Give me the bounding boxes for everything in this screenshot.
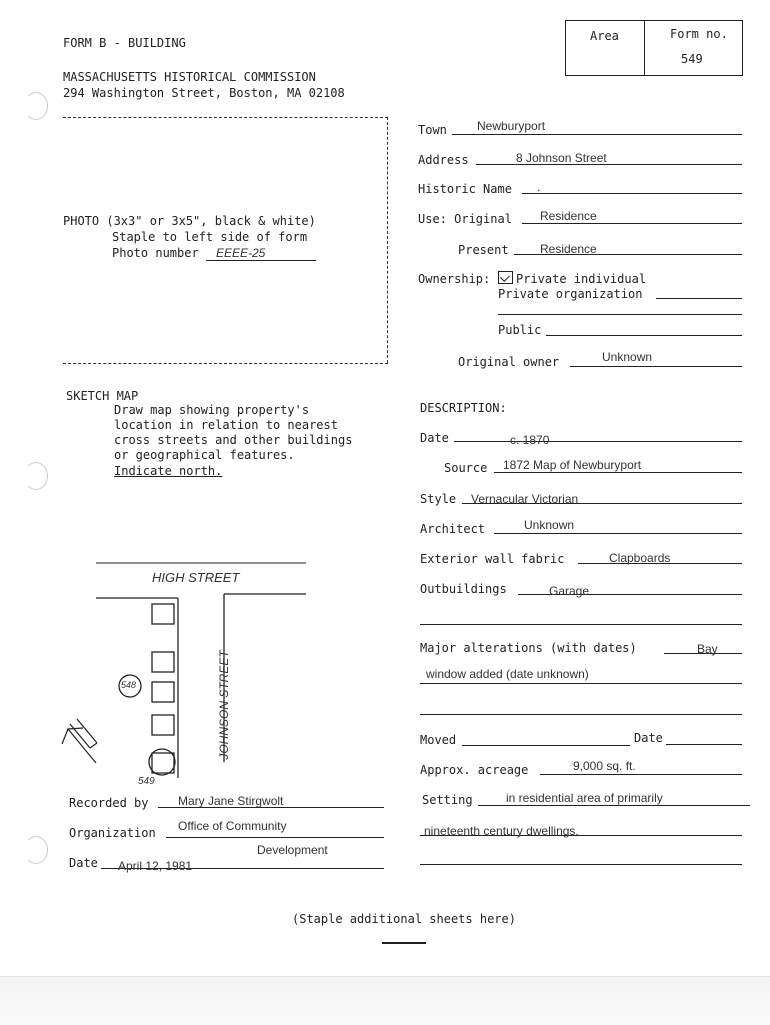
sketch-map-drawing [50,556,310,796]
sketch-map-heading: SKETCH MAP [66,389,139,403]
moved-line [462,745,630,746]
property-548-label: 548 [121,680,137,690]
alterations-label: Major alterations (with dates) [420,641,637,655]
photo-number-value: EEEE-25 [216,246,266,260]
source-label: Source [444,461,488,475]
recorder-date-value: April 12, 1981 [118,859,193,873]
acreage-line [540,774,742,775]
high-street-label: HIGH STREET [152,570,240,585]
architect-value: Unknown [524,518,575,532]
date-value: c. 1870 [510,433,550,447]
acreage-value: 9,000 sq. ft. [573,759,636,773]
house-outline [152,604,174,624]
north-arrow-icon [62,719,97,763]
photo-box-right [387,117,388,363]
architect-line [494,533,742,534]
moved-date-line [666,744,742,745]
house-outline [152,682,174,702]
johnson-street-label: JOHNSON STREET [217,650,231,760]
source-value: 1872 Map of Newburyport [503,458,642,472]
present-value: Residence [540,242,597,256]
alterations-line-2 [420,683,742,684]
punch-hole-middle [24,462,48,490]
setting-value-2: nineteenth century dwellings. [424,824,579,838]
scan-bottom-edge [0,976,770,1025]
date-label: Date [420,431,449,445]
alterations-line-3 [420,714,742,715]
staple-note-rule [382,942,426,944]
present-label: Present [458,243,509,257]
commission-address: 294 Washington Street, Boston, MA 02108 [63,86,345,100]
photo-instructions-1: PHOTO (3x3" or 3x5", black & white) [63,214,316,228]
public-label: Public [498,323,542,337]
public-line [546,335,742,336]
architect-label: Architect [420,522,486,536]
original-owner-value: Unknown [602,350,653,364]
photo-number-line [206,260,316,261]
area-form-box [565,20,743,76]
sketch-instruction-3: cross streets and other buildings [114,433,353,447]
alterations-value-2: window added (date unknown) [426,667,589,681]
house-outline [152,652,174,672]
organization-label: Organization [69,826,156,840]
town-label: Town [418,123,447,137]
historic-name-label: Historic Name [418,182,512,196]
outbuildings-label: Outbuildings [420,582,507,596]
source-line [494,472,742,473]
ownership-label: Ownership: [418,272,491,286]
town-line [452,134,742,135]
town-value: Newburyport [477,119,546,133]
sketch-instruction-1: Draw map showing property's [114,403,310,417]
setting-line-3 [420,864,742,865]
ownership-checkbox-icon [498,271,513,284]
style-label: Style [420,492,457,506]
alterations-value-1: Bay [697,642,718,656]
photo-box-top [63,117,388,118]
historic-name-value: . [537,180,541,194]
organization-line [166,837,384,838]
use-original-label: Use: Original [418,212,512,226]
ext-wall-label: Exterior wall fabric [420,552,565,566]
property-549-label: 549 [138,776,155,787]
outbuildings-value: Garage [549,584,590,598]
moved-label: Moved [420,733,457,747]
address-label: Address [418,153,469,167]
setting-line-1 [478,805,750,806]
organization-value-1: Office of Community [178,819,287,833]
photo-number-label: Photo number [112,246,199,260]
use-original-line [522,223,742,224]
setting-value-1: in residential area of primarily [506,791,663,805]
historic-name-line [522,193,742,194]
commission-name: MASSACHUSETTS HISTORICAL COMMISSION [63,70,316,84]
style-value: Vernacular Victorian [471,492,579,506]
ownership-private-individual: Private individual [498,271,646,286]
ownership-blank-line [498,314,742,315]
recorded-by-value: Mary Jane Stirgwolt [178,794,284,808]
house-outline [152,715,174,735]
acreage-label: Approx. acreage [420,763,529,777]
ext-wall-value: Clapboards [609,551,671,565]
use-original-value: Residence [540,209,597,223]
outbuildings-blank-line [420,624,742,625]
punch-hole-bottom [24,836,48,864]
punch-hole-top [24,92,48,120]
photo-box-bottom [63,363,388,364]
description-heading: DESCRIPTION: [420,401,507,415]
property-549-outline [152,753,174,773]
private-org-label: Private organization [498,287,643,301]
private-org-line [656,298,742,299]
form-title: FORM B - BUILDING [63,36,186,50]
address-value: 8 Johnson Street [516,151,607,165]
form-no-value: 549 [681,52,703,66]
recorded-by-label: Recorded by [69,796,149,810]
photo-instructions-2: Staple to left side of form [112,230,308,244]
sketch-instruction-4: or geographical features. [114,448,295,462]
area-label: Area [590,29,619,43]
moved-date-label: Date [634,731,663,745]
setting-label: Setting [422,793,473,807]
form-no-label: Form no. [670,27,728,41]
sketch-instruction-5: Indicate north. [114,464,223,478]
organization-value-2: Development [257,843,328,857]
recorder-date-label: Date [69,856,98,870]
original-owner-line [570,366,742,367]
date-line [454,441,742,442]
original-owner-label: Original owner [458,355,560,369]
staple-note: (Staple additional sheets here) [292,912,516,926]
sketch-instruction-2: location in relation to nearest [114,418,338,432]
